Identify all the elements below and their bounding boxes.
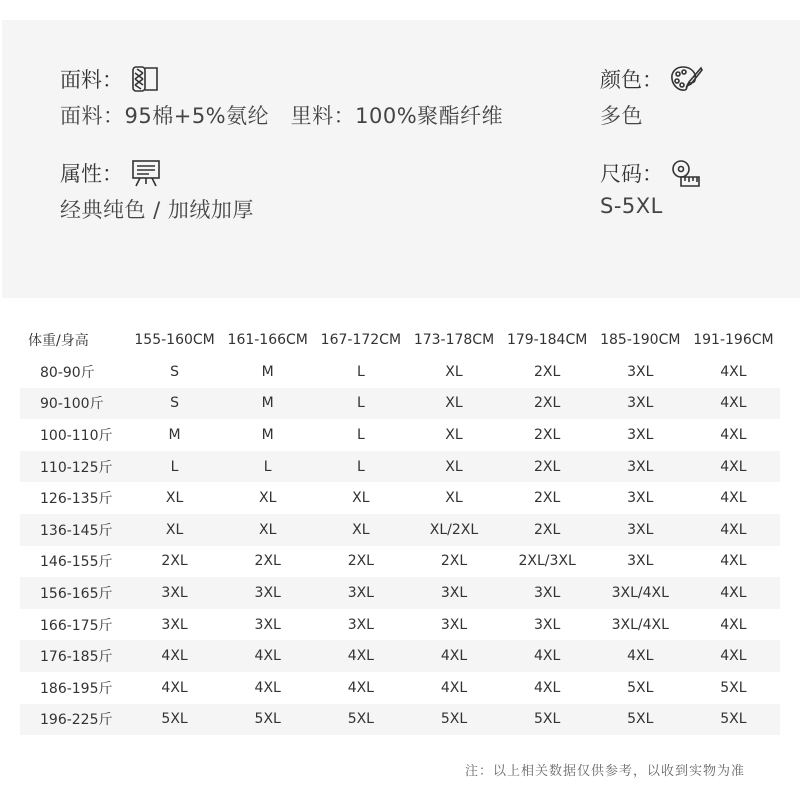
size-cell: XL bbox=[352, 521, 370, 538]
size-cell: 4XL bbox=[161, 679, 188, 696]
size-cell: 2XL bbox=[533, 521, 561, 538]
table-header-row bbox=[20, 324, 780, 356]
size-value: S-5XL bbox=[600, 194, 663, 218]
size-cell: XL bbox=[259, 521, 277, 538]
size-cell: 4XL bbox=[533, 648, 561, 665]
size-cell: 5XL bbox=[720, 711, 747, 728]
size-cell: 3XL/4XL bbox=[611, 616, 669, 633]
attribute-label-row bbox=[60, 158, 254, 188]
attribute-label: 属性 bbox=[60, 162, 102, 186]
size-info bbox=[600, 158, 703, 218]
size-cell: 4XL bbox=[720, 616, 747, 633]
fabric-info bbox=[60, 64, 503, 130]
size-cell: 4XL bbox=[347, 648, 374, 665]
size-cell: 2XL bbox=[533, 426, 561, 443]
size-cell: 4XL bbox=[254, 648, 281, 665]
size-cell: 5XL bbox=[627, 679, 654, 696]
size-cell: 4XL bbox=[720, 553, 747, 570]
header-height-col: 161-166CM bbox=[227, 332, 308, 348]
size-cell: L bbox=[356, 363, 365, 380]
size-cell: L bbox=[170, 458, 179, 475]
weight-range-cell: 136-145斤 bbox=[40, 522, 113, 539]
size-cell: 5XL bbox=[347, 711, 374, 728]
size-cell: M bbox=[261, 426, 274, 443]
size-cell: S bbox=[170, 363, 180, 380]
size-cell: 4XL bbox=[440, 679, 468, 696]
size-cell: XL bbox=[445, 458, 463, 475]
size-cell: 3XL/4XL bbox=[611, 584, 669, 601]
color-label: 颜色 bbox=[600, 68, 642, 92]
table-row bbox=[20, 419, 780, 451]
size-cell: 5XL bbox=[161, 711, 188, 728]
header-weight-height: 体重/身高 bbox=[28, 333, 89, 349]
attribute-label-colon: ： bbox=[102, 162, 123, 186]
size-cell: 3XL bbox=[627, 363, 654, 380]
size-label-row bbox=[600, 158, 703, 188]
header-height-col: 191-196CM bbox=[693, 332, 774, 348]
size-cell: 3XL bbox=[440, 584, 468, 601]
table-row bbox=[20, 577, 780, 609]
size-cell: M bbox=[261, 395, 274, 412]
size-cell: 3XL bbox=[533, 584, 561, 601]
size-cell: 3XL bbox=[440, 616, 468, 633]
weight-range-cell: 126-135斤 bbox=[40, 491, 113, 508]
size-cell: 3XL bbox=[533, 616, 561, 633]
size-cell: 4XL bbox=[720, 521, 747, 538]
size-cell: XL bbox=[445, 490, 463, 507]
size-cell: 4XL bbox=[440, 648, 468, 665]
weight-range-cell: 110-125斤 bbox=[40, 459, 113, 476]
size-cell: 4XL bbox=[627, 648, 654, 665]
footnote: 注：以上相关数据仅供参考，以收到实物为准 bbox=[464, 764, 745, 779]
weight-range-cell: 186-195斤 bbox=[40, 680, 113, 697]
table-row bbox=[20, 672, 780, 704]
table-row bbox=[20, 356, 780, 388]
header-height-col: 179-184CM bbox=[506, 332, 588, 348]
size-label-colon: ： bbox=[642, 162, 663, 186]
size-cell: L bbox=[356, 458, 365, 475]
table-row bbox=[20, 704, 780, 736]
size-cell: 4XL bbox=[533, 679, 561, 696]
size-cell: 2XL bbox=[533, 363, 561, 380]
size-cell: L bbox=[263, 458, 272, 475]
weight-range-cell: 146-155斤 bbox=[40, 554, 113, 571]
size-cell: 3XL bbox=[161, 616, 188, 633]
weight-range-cell: 156-165斤 bbox=[40, 585, 113, 602]
size-cell: L bbox=[356, 395, 365, 412]
size-cell: 3XL bbox=[627, 521, 654, 538]
table-row bbox=[20, 609, 780, 641]
table-row bbox=[20, 546, 780, 578]
size-cell: S bbox=[170, 395, 180, 412]
size-cell: 3XL bbox=[254, 616, 281, 633]
size-cell: 2XL bbox=[533, 458, 561, 475]
monitor-stand-icon bbox=[129, 158, 163, 188]
header-height-col: 155-160CM bbox=[134, 332, 215, 348]
fabric-label-colon: ： bbox=[102, 68, 123, 92]
size-cell: 3XL bbox=[627, 426, 654, 443]
header-height-col: 173-178CM bbox=[413, 332, 495, 348]
fabric-value: 面料：95棉+5%氨纶 里料：100%聚酯纤维 bbox=[60, 104, 504, 128]
size-cell: M bbox=[261, 363, 274, 380]
weight-range-cell: 166-175斤 bbox=[40, 617, 113, 634]
size-cell: XL bbox=[165, 521, 184, 538]
size-cell: 3XL bbox=[347, 616, 374, 633]
color-info bbox=[600, 64, 703, 130]
size-cell: XL/2XL bbox=[429, 521, 479, 538]
size-cell: XL bbox=[445, 363, 463, 380]
size-cell: XL bbox=[165, 490, 184, 507]
size-cell: 4XL bbox=[720, 648, 747, 665]
color-value: 多色 bbox=[600, 104, 643, 128]
size-cell: 3XL bbox=[627, 553, 654, 570]
tape-measure-icon bbox=[669, 158, 703, 188]
size-cell: 2XL bbox=[254, 553, 281, 570]
attribute-info bbox=[60, 158, 254, 224]
size-cell: 4XL bbox=[347, 679, 374, 696]
size-cell: 5XL bbox=[627, 711, 654, 728]
size-cell: 3XL bbox=[627, 458, 654, 475]
size-cell: 5XL bbox=[254, 711, 281, 728]
table-row bbox=[20, 451, 780, 483]
fabric-label: 面料 bbox=[60, 68, 102, 92]
size-cell: 3XL bbox=[347, 584, 374, 601]
weight-range-cell: 80-90斤 bbox=[40, 364, 95, 381]
size-cell: XL bbox=[445, 395, 463, 412]
color-label-colon: ： bbox=[642, 68, 663, 92]
size-cell: 2XL bbox=[533, 490, 561, 507]
size-label: 尺码 bbox=[600, 162, 642, 186]
size-cell: 4XL bbox=[720, 363, 747, 380]
fabric-roll-icon bbox=[129, 64, 163, 94]
size-cell: XL bbox=[352, 490, 370, 507]
fabric-label-row bbox=[60, 64, 503, 94]
size-cell: 4XL bbox=[720, 458, 747, 475]
table-row bbox=[20, 514, 780, 546]
header-height-col: 167-172CM bbox=[320, 332, 402, 348]
size-cell: 4XL bbox=[161, 648, 188, 665]
size-cell: 3XL bbox=[627, 395, 654, 412]
size-cell: 5XL bbox=[720, 679, 747, 696]
table-row bbox=[20, 482, 780, 514]
size-chart-table bbox=[20, 324, 780, 735]
color-label-row bbox=[600, 64, 703, 94]
size-cell: 5XL bbox=[440, 711, 468, 728]
size-cell: XL bbox=[445, 426, 463, 443]
size-cell: XL bbox=[259, 490, 277, 507]
size-cell: 4XL bbox=[720, 490, 747, 507]
size-cell: L bbox=[356, 426, 365, 443]
attribute-value: 经典纯色 / 加绒加厚 bbox=[60, 198, 254, 222]
size-cell: 3XL bbox=[254, 584, 281, 601]
size-cell: 4XL bbox=[720, 395, 747, 412]
size-cell: 5XL bbox=[533, 711, 561, 728]
weight-range-cell: 176-185斤 bbox=[40, 649, 113, 666]
size-cell: 2XL bbox=[347, 553, 374, 570]
weight-range-cell: 90-100斤 bbox=[40, 396, 104, 413]
size-cell: 2XL bbox=[533, 395, 561, 412]
size-cell: 3XL bbox=[161, 584, 188, 601]
weight-range-cell: 196-225斤 bbox=[40, 712, 113, 729]
weight-range-cell: 100-110斤 bbox=[40, 427, 113, 444]
size-cell: 4XL bbox=[720, 426, 747, 443]
size-cell: M bbox=[168, 426, 181, 443]
header-height-col: 185-190CM bbox=[600, 332, 681, 348]
size-cell: 3XL bbox=[627, 490, 654, 507]
size-cell: 4XL bbox=[720, 584, 747, 601]
table-row bbox=[20, 388, 780, 420]
palette-brush-icon bbox=[669, 64, 703, 94]
size-cell: 2XL bbox=[161, 553, 188, 570]
table-row bbox=[20, 640, 780, 672]
size-cell: 4XL bbox=[254, 679, 281, 696]
size-cell: 2XL bbox=[440, 553, 468, 570]
size-cell: 2XL/3XL bbox=[518, 553, 576, 570]
